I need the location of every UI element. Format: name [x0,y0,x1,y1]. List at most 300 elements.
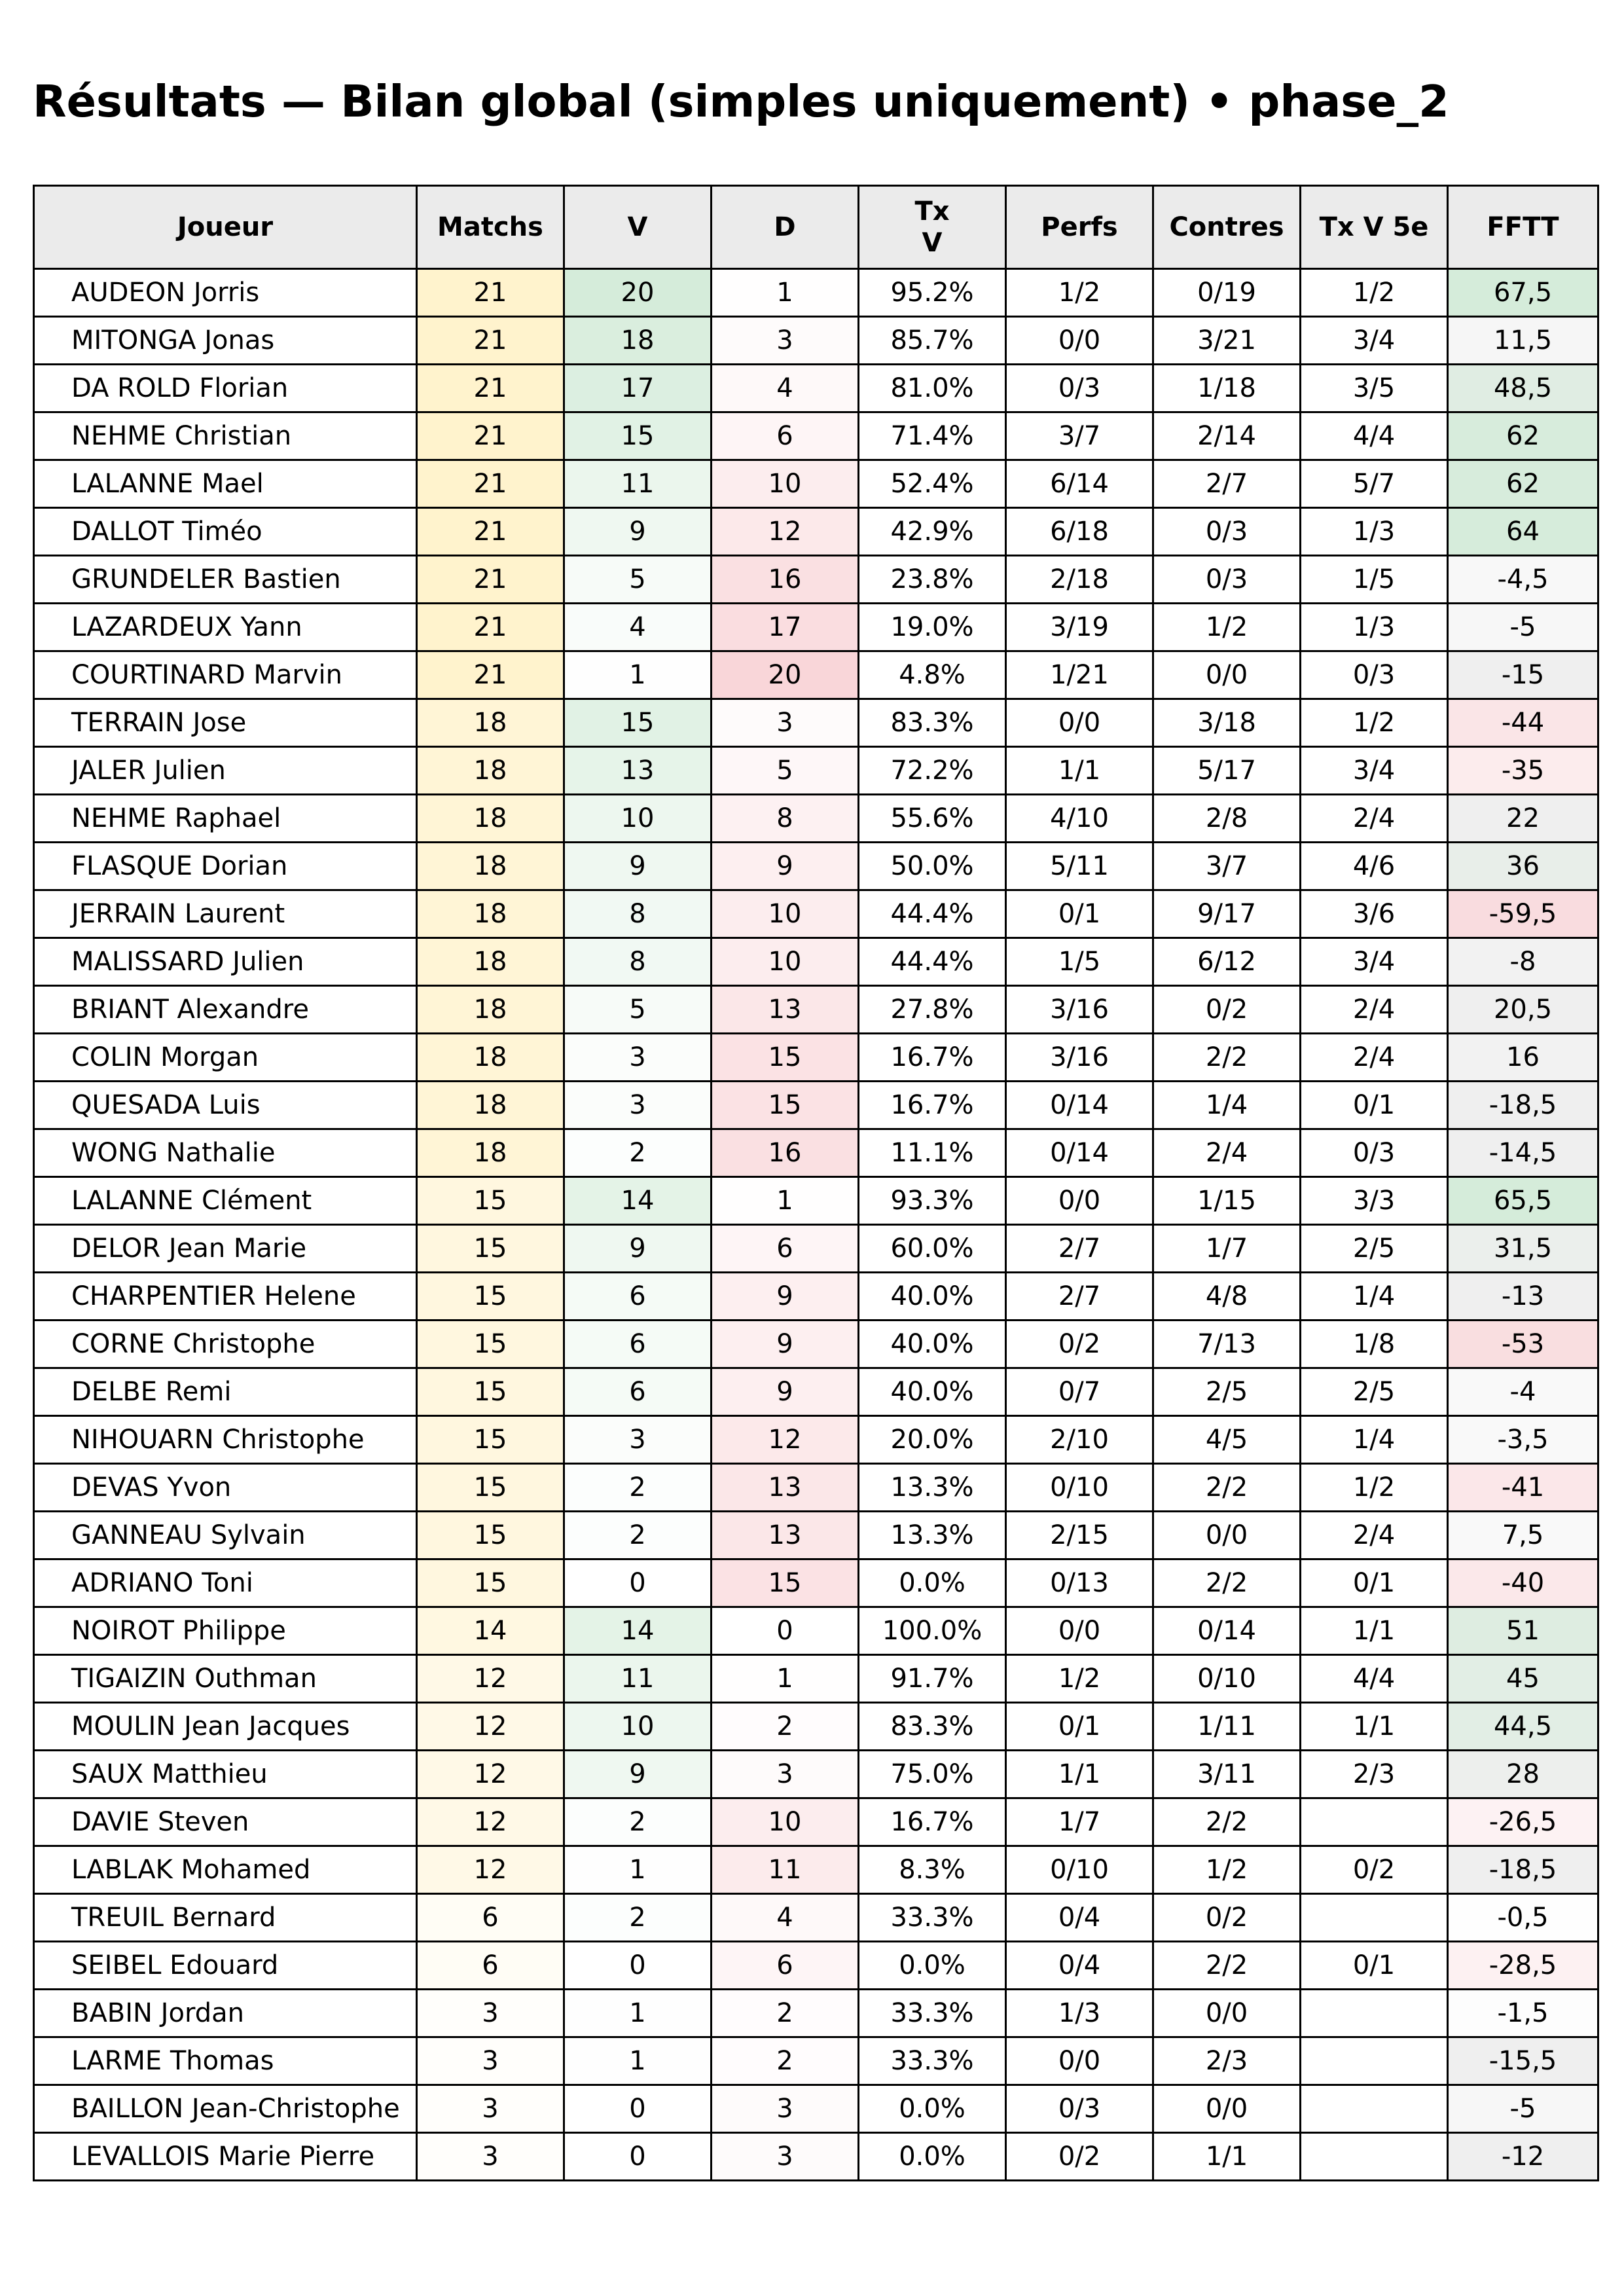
cell-joueur: LEVALLOIS Marie Pierre [34,2133,417,2181]
cell-joueur: DALLOT Timéo [34,508,417,556]
cell-txv5e: 1/3 [1301,604,1448,651]
cell-perfs: 0/7 [1006,1368,1153,1416]
cell-fftt: -13 [1448,1273,1598,1321]
cell-matchs: 15 [417,1177,564,1225]
header-perfs[interactable]: Perfs [1006,186,1153,269]
table-row [34,795,1598,843]
table-row [34,699,1598,747]
cell-txv5e: 2/4 [1301,795,1448,843]
cell-txv: 60.0% [859,1225,1006,1273]
cell-v: 9 [564,1751,712,1798]
results-table [33,185,1599,2181]
header-joueur[interactable]: Joueur [34,186,417,269]
cell-txv: 33.3% [859,2037,1006,2085]
cell-perfs: 0/14 [1006,1082,1153,1129]
cell-txv5e: 2/5 [1301,1225,1448,1273]
cell-txv: 33.3% [859,1894,1006,1942]
cell-perfs: 6/18 [1006,508,1153,556]
table-row [34,1129,1598,1177]
cell-txv: 83.3% [859,699,1006,747]
cell-v: 3 [564,1416,712,1464]
cell-v: 0 [564,2133,712,2181]
cell-matchs: 14 [417,1607,564,1655]
cell-contres: 2/2 [1153,1942,1301,1990]
header-fftt[interactable]: FFTT [1448,186,1598,269]
cell-d: 6 [712,1225,859,1273]
cell-v: 14 [564,1607,712,1655]
cell-joueur: MALISSARD Julien [34,938,417,986]
cell-joueur: CORNE Christophe [34,1321,417,1368]
cell-d: 3 [712,1751,859,1798]
cell-matchs: 15 [417,1225,564,1273]
cell-contres: 3/11 [1153,1751,1301,1798]
cell-perfs: 2/18 [1006,556,1153,604]
cell-d: 5 [712,747,859,795]
cell-d: 6 [712,412,859,460]
cell-fftt: 7,5 [1448,1512,1598,1559]
cell-d: 13 [712,1512,859,1559]
cell-txv: 19.0% [859,604,1006,651]
cell-d: 2 [712,2037,859,2085]
header-d[interactable]: D [712,186,859,269]
cell-contres: 2/5 [1153,1368,1301,1416]
cell-txv: 20.0% [859,1416,1006,1464]
cell-contres: 2/3 [1153,2037,1301,2085]
table-row [34,365,1598,412]
cell-matchs: 15 [417,1512,564,1559]
cell-joueur: BAILLON Jean-Christophe [34,2085,417,2133]
cell-txv: 75.0% [859,1751,1006,1798]
cell-matchs: 12 [417,1798,564,1846]
cell-joueur: LALANNE Clément [34,1177,417,1225]
table-row [34,1655,1598,1703]
cell-fftt: -15,5 [1448,2037,1598,2085]
cell-v: 3 [564,1082,712,1129]
cell-perfs: 4/10 [1006,795,1153,843]
cell-perfs: 0/2 [1006,1321,1153,1368]
cell-perfs: 3/16 [1006,1034,1153,1082]
cell-d: 10 [712,460,859,508]
cell-txv: 8.3% [859,1846,1006,1894]
cell-joueur: QUESADA Luis [34,1082,417,1129]
cell-contres: 3/18 [1153,699,1301,747]
cell-contres: 2/7 [1153,460,1301,508]
cell-perfs: 0/3 [1006,2085,1153,2133]
cell-matchs: 18 [417,986,564,1034]
cell-fftt: 62 [1448,412,1598,460]
cell-d: 1 [712,1177,859,1225]
cell-contres: 6/12 [1153,938,1301,986]
cell-perfs: 1/5 [1006,938,1153,986]
cell-fftt: -12 [1448,2133,1598,2181]
page-title: Résultats — Bilan global (simples uniquement) • phase_2 [33,76,1449,127]
cell-fftt: -5 [1448,604,1598,651]
cell-v: 8 [564,938,712,986]
cell-fftt: -15 [1448,651,1598,699]
cell-contres: 1/4 [1153,1082,1301,1129]
cell-d: 4 [712,1894,859,1942]
cell-joueur: TIGAIZIN Outhman [34,1655,417,1703]
cell-fftt: 67,5 [1448,269,1598,317]
cell-perfs: 1/7 [1006,1798,1153,1846]
cell-fftt: 36 [1448,843,1598,890]
cell-txv: 13.3% [859,1512,1006,1559]
cell-txv: 40.0% [859,1273,1006,1321]
cell-perfs: 1/3 [1006,1990,1153,2037]
cell-matchs: 21 [417,651,564,699]
cell-joueur: DELBE Remi [34,1368,417,1416]
cell-fftt: -18,5 [1448,1846,1598,1894]
cell-perfs: 1/2 [1006,1655,1153,1703]
cell-contres: 2/2 [1153,1464,1301,1512]
cell-perfs: 1/21 [1006,651,1153,699]
header-matchs[interactable]: Matchs [417,186,564,269]
cell-txv5e: 0/2 [1301,1846,1448,1894]
cell-perfs: 0/1 [1006,890,1153,938]
cell-contres: 3/7 [1153,843,1301,890]
cell-matchs: 21 [417,412,564,460]
table-row [34,412,1598,460]
cell-contres: 2/8 [1153,795,1301,843]
cell-matchs: 12 [417,1751,564,1798]
cell-fftt: 64 [1448,508,1598,556]
table-row [34,1751,1598,1798]
cell-txv: 95.2% [859,269,1006,317]
table-row [34,2085,1598,2133]
cell-matchs: 18 [417,1082,564,1129]
cell-d: 1 [712,1655,859,1703]
cell-v: 2 [564,1464,712,1512]
cell-joueur: TREUIL Bernard [34,1894,417,1942]
cell-v: 2 [564,1512,712,1559]
cell-perfs: 2/15 [1006,1512,1153,1559]
cell-matchs: 21 [417,604,564,651]
cell-txv5e: 0/1 [1301,1559,1448,1607]
cell-txv: 0.0% [859,1559,1006,1607]
cell-txv: 42.9% [859,508,1006,556]
cell-v: 1 [564,1846,712,1894]
cell-matchs: 6 [417,1942,564,1990]
cell-fftt: -1,5 [1448,1990,1598,2037]
cell-txv: 16.7% [859,1082,1006,1129]
cell-fftt: 20,5 [1448,986,1598,1034]
cell-fftt: 48,5 [1448,365,1598,412]
cell-matchs: 18 [417,843,564,890]
cell-v: 15 [564,699,712,747]
cell-d: 15 [712,1034,859,1082]
cell-matchs: 21 [417,556,564,604]
cell-v: 5 [564,986,712,1034]
header-txv5e[interactable]: Tx V 5e [1301,186,1448,269]
cell-txv5e: 4/4 [1301,1655,1448,1703]
cell-fftt: 65,5 [1448,1177,1598,1225]
cell-joueur: JERRAIN Laurent [34,890,417,938]
cell-joueur: TERRAIN Jose [34,699,417,747]
cell-fftt: -44 [1448,699,1598,747]
cell-txv5e: 0/1 [1301,1082,1448,1129]
cell-fftt: -4 [1448,1368,1598,1416]
table-row [34,1512,1598,1559]
cell-txv: 11.1% [859,1129,1006,1177]
cell-contres: 7/13 [1153,1321,1301,1368]
cell-perfs: 0/0 [1006,699,1153,747]
table-header-row [34,186,1598,269]
cell-contres: 0/19 [1153,269,1301,317]
cell-d: 3 [712,2133,859,2181]
cell-matchs: 18 [417,938,564,986]
cell-contres: 0/3 [1153,508,1301,556]
cell-v: 0 [564,1942,712,1990]
cell-fftt: 45 [1448,1655,1598,1703]
cell-v: 4 [564,604,712,651]
table-row [34,604,1598,651]
table-row [34,1177,1598,1225]
cell-joueur: BABIN Jordan [34,1990,417,2037]
cell-fftt: 28 [1448,1751,1598,1798]
cell-v: 18 [564,317,712,365]
cell-txv: 0.0% [859,2085,1006,2133]
cell-contres: 1/7 [1153,1225,1301,1273]
cell-perfs: 0/0 [1006,1607,1153,1655]
cell-matchs: 15 [417,1464,564,1512]
cell-matchs: 15 [417,1559,564,1607]
cell-v: 9 [564,1225,712,1273]
cell-txv: 40.0% [859,1368,1006,1416]
cell-contres: 0/14 [1153,1607,1301,1655]
cell-v: 5 [564,556,712,604]
cell-txv: 91.7% [859,1655,1006,1703]
cell-v: 2 [564,1798,712,1846]
cell-txv5e: 1/8 [1301,1321,1448,1368]
cell-fftt: -40 [1448,1559,1598,1607]
cell-contres: 2/4 [1153,1129,1301,1177]
cell-d: 4 [712,365,859,412]
cell-d: 10 [712,938,859,986]
cell-joueur: NEHME Christian [34,412,417,460]
cell-v: 17 [564,365,712,412]
cell-fftt: -28,5 [1448,1942,1598,1990]
cell-perfs: 6/14 [1006,460,1153,508]
cell-perfs: 0/10 [1006,1464,1153,1512]
cell-txv5e: 1/2 [1301,699,1448,747]
cell-matchs: 15 [417,1416,564,1464]
cell-txv: 100.0% [859,1607,1006,1655]
cell-txv5e: 1/4 [1301,1416,1448,1464]
cell-v: 20 [564,269,712,317]
table-row [34,890,1598,938]
table-row [34,651,1598,699]
cell-d: 11 [712,1846,859,1894]
cell-d: 10 [712,890,859,938]
cell-d: 13 [712,1464,859,1512]
cell-txv: 52.4% [859,460,1006,508]
cell-txv: 16.7% [859,1034,1006,1082]
cell-joueur: MOULIN Jean Jacques [34,1703,417,1751]
cell-matchs: 21 [417,365,564,412]
cell-joueur: FLASQUE Dorian [34,843,417,890]
cell-v: 9 [564,843,712,890]
cell-contres: 2/14 [1153,412,1301,460]
table-body [34,269,1598,2181]
cell-contres: 4/5 [1153,1416,1301,1464]
cell-fftt: -41 [1448,1464,1598,1512]
cell-matchs: 15 [417,1321,564,1368]
cell-d: 9 [712,1321,859,1368]
cell-perfs: 0/13 [1006,1559,1153,1607]
cell-joueur: BRIANT Alexandre [34,986,417,1034]
cell-joueur: WONG Nathalie [34,1129,417,1177]
cell-txv5e: 3/4 [1301,747,1448,795]
cell-txv: 44.4% [859,938,1006,986]
cell-fftt: 31,5 [1448,1225,1598,1273]
table-row [34,1798,1598,1846]
cell-v: 0 [564,1559,712,1607]
cell-matchs: 15 [417,1368,564,1416]
cell-d: 1 [712,269,859,317]
cell-txv5e: 2/4 [1301,986,1448,1034]
cell-contres: 0/10 [1153,1655,1301,1703]
cell-contres: 1/1 [1153,2133,1301,2181]
cell-matchs: 6 [417,1894,564,1942]
cell-txv: 0.0% [859,1942,1006,1990]
cell-v: 1 [564,651,712,699]
cell-joueur: MITONGA Jonas [34,317,417,365]
cell-fftt: -4,5 [1448,556,1598,604]
cell-d: 12 [712,1416,859,1464]
cell-txv5e: 2/5 [1301,1368,1448,1416]
table-row [34,317,1598,365]
cell-fftt: 44,5 [1448,1703,1598,1751]
cell-joueur: SEIBEL Edouard [34,1942,417,1990]
cell-joueur: COURTINARD Marvin [34,651,417,699]
cell-txv5e: 3/4 [1301,317,1448,365]
cell-matchs: 12 [417,1655,564,1703]
cell-contres: 4/8 [1153,1273,1301,1321]
cell-joueur: LARME Thomas [34,2037,417,2085]
cell-contres: 0/0 [1153,1990,1301,2037]
cell-txv5e: 3/4 [1301,938,1448,986]
cell-v: 10 [564,1703,712,1751]
cell-txv5e [1301,2133,1448,2181]
cell-d: 16 [712,556,859,604]
cell-matchs: 3 [417,1990,564,2037]
cell-v: 1 [564,2037,712,2085]
cell-txv5e [1301,1990,1448,2037]
cell-contres: 1/2 [1153,1846,1301,1894]
table-row [34,1942,1598,1990]
header-v[interactable]: V [564,186,712,269]
cell-v: 9 [564,508,712,556]
cell-d: 9 [712,843,859,890]
cell-perfs: 1/1 [1006,747,1153,795]
cell-v: 1 [564,1990,712,2037]
cell-perfs: 0/4 [1006,1894,1153,1942]
table-row [34,556,1598,604]
cell-matchs: 18 [417,795,564,843]
cell-contres: 5/17 [1153,747,1301,795]
table-row [34,1368,1598,1416]
cell-matchs: 3 [417,2037,564,2085]
cell-joueur: DA ROLD Florian [34,365,417,412]
cell-v: 6 [564,1321,712,1368]
cell-txv: 16.7% [859,1798,1006,1846]
cell-perfs: 0/0 [1006,317,1153,365]
cell-txv5e: 2/4 [1301,1512,1448,1559]
cell-contres: 3/21 [1153,317,1301,365]
cell-joueur: GRUNDELER Bastien [34,556,417,604]
cell-v: 15 [564,412,712,460]
cell-txv5e: 1/5 [1301,556,1448,604]
cell-perfs: 5/11 [1006,843,1153,890]
cell-perfs: 2/7 [1006,1273,1153,1321]
cell-txv: 27.8% [859,986,1006,1034]
cell-d: 9 [712,1368,859,1416]
cell-perfs: 0/2 [1006,2133,1153,2181]
cell-txv: 81.0% [859,365,1006,412]
cell-txv5e [1301,2085,1448,2133]
cell-d: 3 [712,2085,859,2133]
cell-txv5e: 2/3 [1301,1751,1448,1798]
cell-v: 14 [564,1177,712,1225]
cell-joueur: NIHOUARN Christophe [34,1416,417,1464]
cell-matchs: 12 [417,1703,564,1751]
cell-v: 13 [564,747,712,795]
table-row [34,747,1598,795]
cell-matchs: 21 [417,460,564,508]
table-row [34,1416,1598,1464]
cell-d: 10 [712,1798,859,1846]
cell-txv: 40.0% [859,1321,1006,1368]
cell-d: 3 [712,317,859,365]
cell-d: 6 [712,1942,859,1990]
cell-txv: 83.3% [859,1703,1006,1751]
cell-txv5e: 3/6 [1301,890,1448,938]
cell-v: 2 [564,1129,712,1177]
cell-txv5e [1301,1894,1448,1942]
table-row [34,1703,1598,1751]
cell-joueur: AUDEON Jorris [34,269,417,317]
cell-d: 2 [712,1703,859,1751]
cell-d: 16 [712,1129,859,1177]
cell-contres: 2/2 [1153,1798,1301,1846]
cell-txv5e: 1/1 [1301,1703,1448,1751]
cell-d: 0 [712,1607,859,1655]
cell-fftt: -3,5 [1448,1416,1598,1464]
cell-txv5e [1301,1798,1448,1846]
cell-v: 11 [564,460,712,508]
cell-fftt: -26,5 [1448,1798,1598,1846]
cell-d: 2 [712,1990,859,2037]
cell-fftt: 51 [1448,1607,1598,1655]
table-row [34,1321,1598,1368]
cell-joueur: DAVIE Steven [34,1798,417,1846]
cell-contres: 1/18 [1153,365,1301,412]
table-row [34,508,1598,556]
cell-txv5e: 5/7 [1301,460,1448,508]
cell-fftt: -35 [1448,747,1598,795]
header-contres[interactable]: Contres [1153,186,1301,269]
cell-joueur: LALANNE Mael [34,460,417,508]
cell-joueur: JALER Julien [34,747,417,795]
cell-d: 3 [712,699,859,747]
cell-matchs: 3 [417,2085,564,2133]
table-row [34,2037,1598,2085]
cell-d: 8 [712,795,859,843]
cell-joueur: CHARPENTIER Helene [34,1273,417,1321]
header-txv[interactable]: Tx V [859,186,1006,269]
cell-contres: 0/3 [1153,556,1301,604]
cell-fftt: -14,5 [1448,1129,1598,1177]
